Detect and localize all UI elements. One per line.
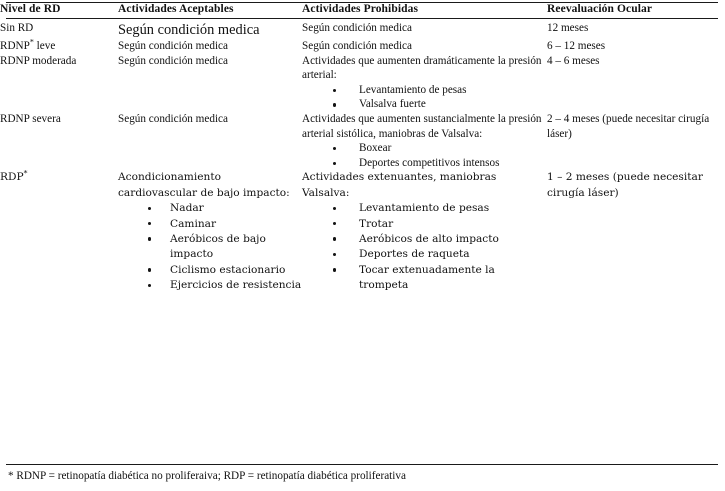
cell-reevaluacion-ocular: 4 – 6 meses [547, 54, 600, 67]
footnote-marker-icon: * [29, 37, 34, 47]
table-row [0, 170, 725, 293]
list-item [302, 201, 547, 216]
cell-nivel [0, 39, 118, 54]
prohibidas-bullet-list [302, 201, 547, 293]
list-item-label: Aeróbicos de alto impacto [359, 232, 499, 245]
list-item-label: Deportes de raqueta [359, 248, 470, 261]
list-item [118, 263, 302, 278]
list-item-label: Aeróbicos de bajo impacto [170, 232, 266, 261]
bullet-icon [333, 207, 336, 210]
cell-nivel: RDNP moderada [0, 54, 77, 67]
cell-actividades-aceptables [118, 112, 302, 170]
list-item [118, 278, 302, 293]
cell-reevaluacion-ocular: 12 meses [547, 22, 589, 34]
bullet-icon [333, 237, 336, 240]
list-item-label: Tocar extenuadamente la trompeta [359, 263, 495, 292]
aceptables-lead-text: Según condición medica [118, 40, 228, 52]
cell-reevaluacion-ocular: 6 – 12 meses [547, 40, 606, 52]
bullet-icon [148, 237, 151, 240]
nivel-label: RDNP [0, 40, 30, 52]
aceptables-lead-text: Según condición medica [118, 112, 228, 125]
bullet-icon [333, 253, 336, 256]
bullet-icon [148, 268, 151, 271]
column-header-reevaluacion: Reevaluación Ocular [547, 3, 653, 15]
cell-nivel: RDNP severa [0, 112, 61, 125]
bullet-icon [333, 162, 336, 165]
footnote-marker-icon: * [23, 168, 28, 178]
list-item [302, 156, 547, 171]
list-item [118, 232, 302, 263]
cell-actividades-prohibidas [302, 54, 547, 112]
list-item [118, 217, 302, 232]
list-item [302, 141, 547, 156]
prohibidas-bullet-list [302, 141, 547, 170]
bullet-icon [148, 222, 151, 225]
table-row [0, 54, 725, 112]
aceptables-lead-text: Según condición medica [118, 22, 260, 38]
table-row [0, 112, 725, 170]
bullet-icon [333, 103, 336, 106]
list-item-label: Levantamiento de pesas [359, 83, 467, 96]
list-item-label: Trotar [359, 217, 394, 230]
list-item [302, 247, 547, 262]
list-item-label: Boxear [359, 142, 392, 155]
cell-actividades-prohibidas [302, 170, 547, 293]
prohibidas-bullet-list [302, 83, 547, 112]
list-item-label: Valsalva fuerte [359, 98, 426, 111]
aceptables-lead-text: Según condición medica [118, 54, 228, 67]
prohibidas-lead-text: Actividades que aumenten sustancialmente la presión arterial sistólica, maniobras de Valsalva: [302, 112, 542, 140]
prohibidas-lead-text: Según condición medica [302, 22, 412, 34]
cell-reevaluacion-ocular: 1 – 2 meses (puede necesitar cirugía láser) [547, 171, 703, 199]
list-item [302, 83, 547, 98]
table-row [0, 39, 725, 54]
list-item [302, 217, 547, 232]
bullet-icon [148, 284, 151, 287]
cell-actividades-aceptables [118, 54, 302, 112]
aceptables-lead-text: Acondicionamiento cardiovascular de bajo impacto: [118, 171, 290, 199]
prohibidas-lead-text: Según condición medica [302, 40, 412, 52]
list-item [302, 263, 547, 294]
table-row [0, 21, 725, 39]
column-header-aceptables: Actividades Aceptables [118, 3, 234, 15]
list-item-label: Ciclismo estacionario [170, 263, 286, 276]
list-item-label: Ejercicios de resistencia [170, 279, 302, 292]
aceptables-bullet-list [118, 201, 302, 293]
cell-nivel [0, 170, 118, 293]
cell-nivel: Sin RD [0, 22, 34, 34]
prohibidas-lead-text: Actividades que aumenten dramáticamente la presión arterial: [302, 54, 542, 82]
table-footnote-rule [6, 464, 718, 465]
cell-actividades-prohibidas [302, 39, 547, 54]
cell-actividades-aceptables [118, 170, 302, 293]
bullet-icon [333, 222, 336, 225]
cell-actividades-aceptables [118, 39, 302, 54]
list-item-label: Nadar [170, 202, 204, 215]
table-header-row [0, 0, 725, 21]
bullet-icon [148, 207, 151, 210]
bullet-icon [333, 268, 336, 271]
bullet-icon [333, 147, 336, 150]
prohibidas-lead-text: Actividades extenuantes, maniobras Valsalva: [302, 171, 497, 199]
list-item [302, 232, 547, 247]
column-header-prohibidas: Actividades Prohibidas [302, 3, 419, 15]
table-footnote: * RDNP = retinopatía diabética no proliferaiva; RDP = retinopatía diabética proliferativa [8, 470, 406, 482]
list-item-label: Deportes competitivos intensos [359, 156, 500, 169]
column-header-nivel: Nivel de RD [0, 3, 61, 15]
cell-actividades-aceptables [118, 21, 302, 39]
nivel-label-tail: leve [33, 40, 56, 52]
nivel-label: RDP [0, 171, 24, 184]
list-item [118, 201, 302, 216]
list-item-label: Levantamiento de pesas [359, 202, 490, 215]
list-item-label: Caminar [170, 217, 217, 230]
list-item [302, 97, 547, 112]
cell-actividades-prohibidas [302, 112, 547, 170]
cell-reevaluacion-ocular: 2 – 4 meses (puede necesitar cirugía láser) [547, 112, 710, 140]
bullet-icon [333, 89, 336, 92]
cell-actividades-prohibidas [302, 21, 547, 39]
